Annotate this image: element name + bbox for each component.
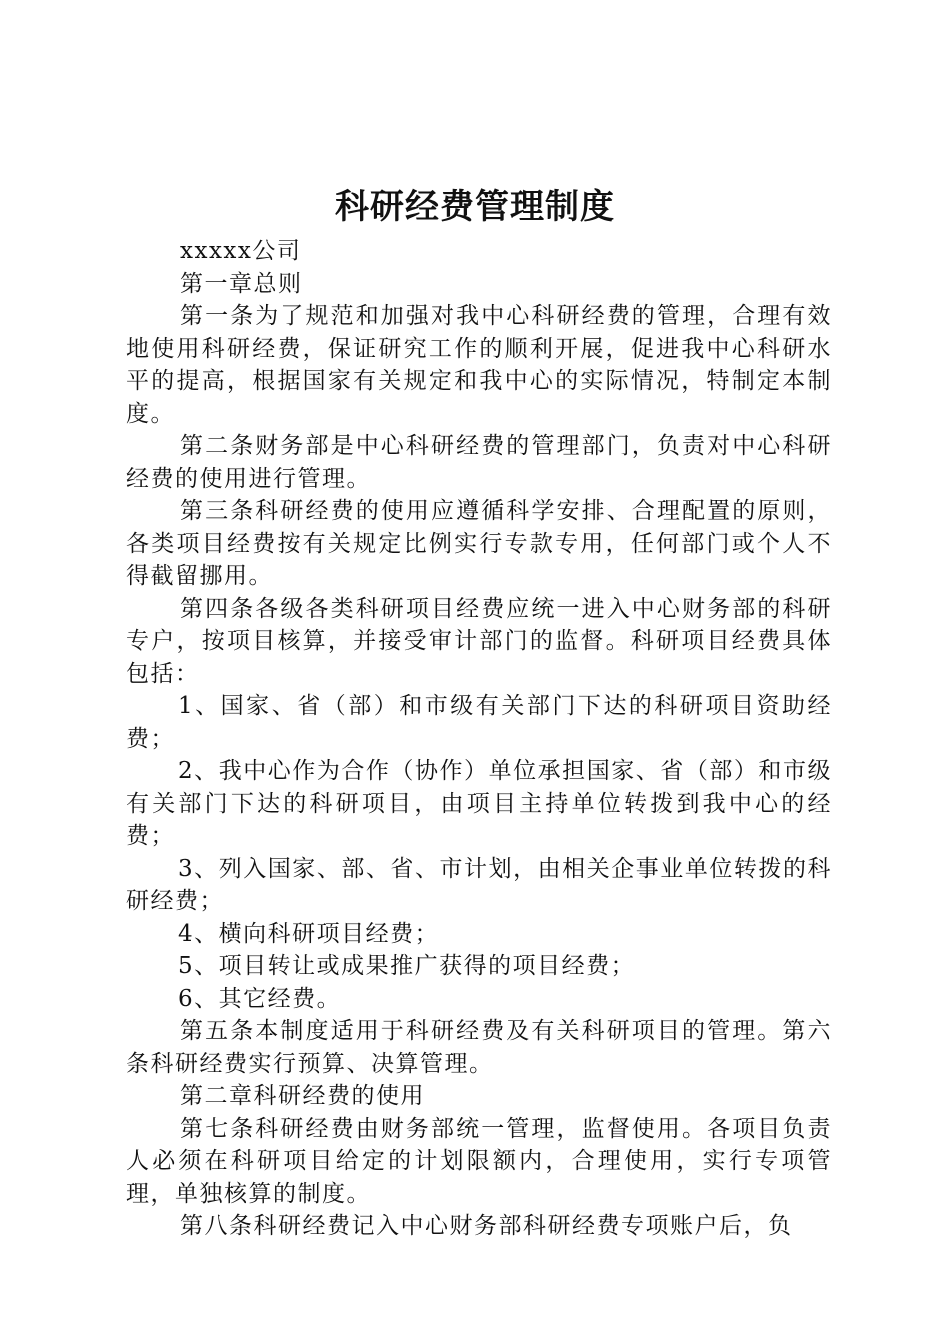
article-paragraph: 第四条各级各类科研项目经费应统一进入中心财务部的科研专户，按项目核算，并接受审计部门的监督。科研项目经费具体包括：	[126, 595, 832, 687]
article-paragraph: 第五条本制度适用于科研经费及有关科研项目的管理。第六条科研经费实行预算、决算管理。	[126, 1018, 832, 1077]
article-paragraph: 第七条科研经费由财务部统一管理，监督使用。各项目负责人必须在科研项目给定的计划限额内，合理使用，实行专项管理，单独核算的制度。	[126, 1115, 832, 1207]
article-paragraph: 第一条为了规范和加强对我中心科研经费的管理，合理有效地使用科研经费，保证研究工作的顺利开展，促进我中心科研水平的提高，根据国家有关规定和我中心的实际情况，特制定本制度。	[126, 303, 832, 427]
list-item: 4、横向科研项目经费；	[178, 920, 440, 947]
list-item: 5、项目转让或成果推广获得的项目经费；	[178, 953, 636, 979]
list-item: 6、其它经费。	[178, 985, 342, 1012]
list-item: 1、国家、省（部）和市级有关部门下达的科研项目资助经费；	[126, 693, 832, 752]
list-item: 3、列入国家、部、省、市计划，由相关企事业单位转拨的科研经费；	[126, 855, 832, 914]
article-paragraph: 第三条科研经费的使用应遵循科学安排、合理配置的原则，各类项目经费按有关规定比例实行专款专用，任何部门或个人不得截留挪用。	[126, 498, 832, 589]
document-title: 科研经费管理制度	[335, 187, 615, 227]
document-body	[126, 235, 832, 1243]
company-name: xxxxx公司	[180, 238, 302, 264]
chapter-heading: 第二章科研经费的使用	[180, 1083, 425, 1109]
list-item: 2、我中心作为合作（协作）单位承担国家、省（部）和市级有关部门下达的科研项目，由项目主持单位转拨到我中心的经费；	[126, 758, 832, 849]
article-paragraph: 第八条科研经费记入中心财务部科研经费专项账户后，负	[180, 1213, 793, 1239]
article-paragraph: 第二条财务部是中心科研经费的管理部门，负责对中心科研经费的使用进行管理。	[126, 433, 832, 492]
chapter-heading: 第一章总则	[180, 270, 303, 297]
